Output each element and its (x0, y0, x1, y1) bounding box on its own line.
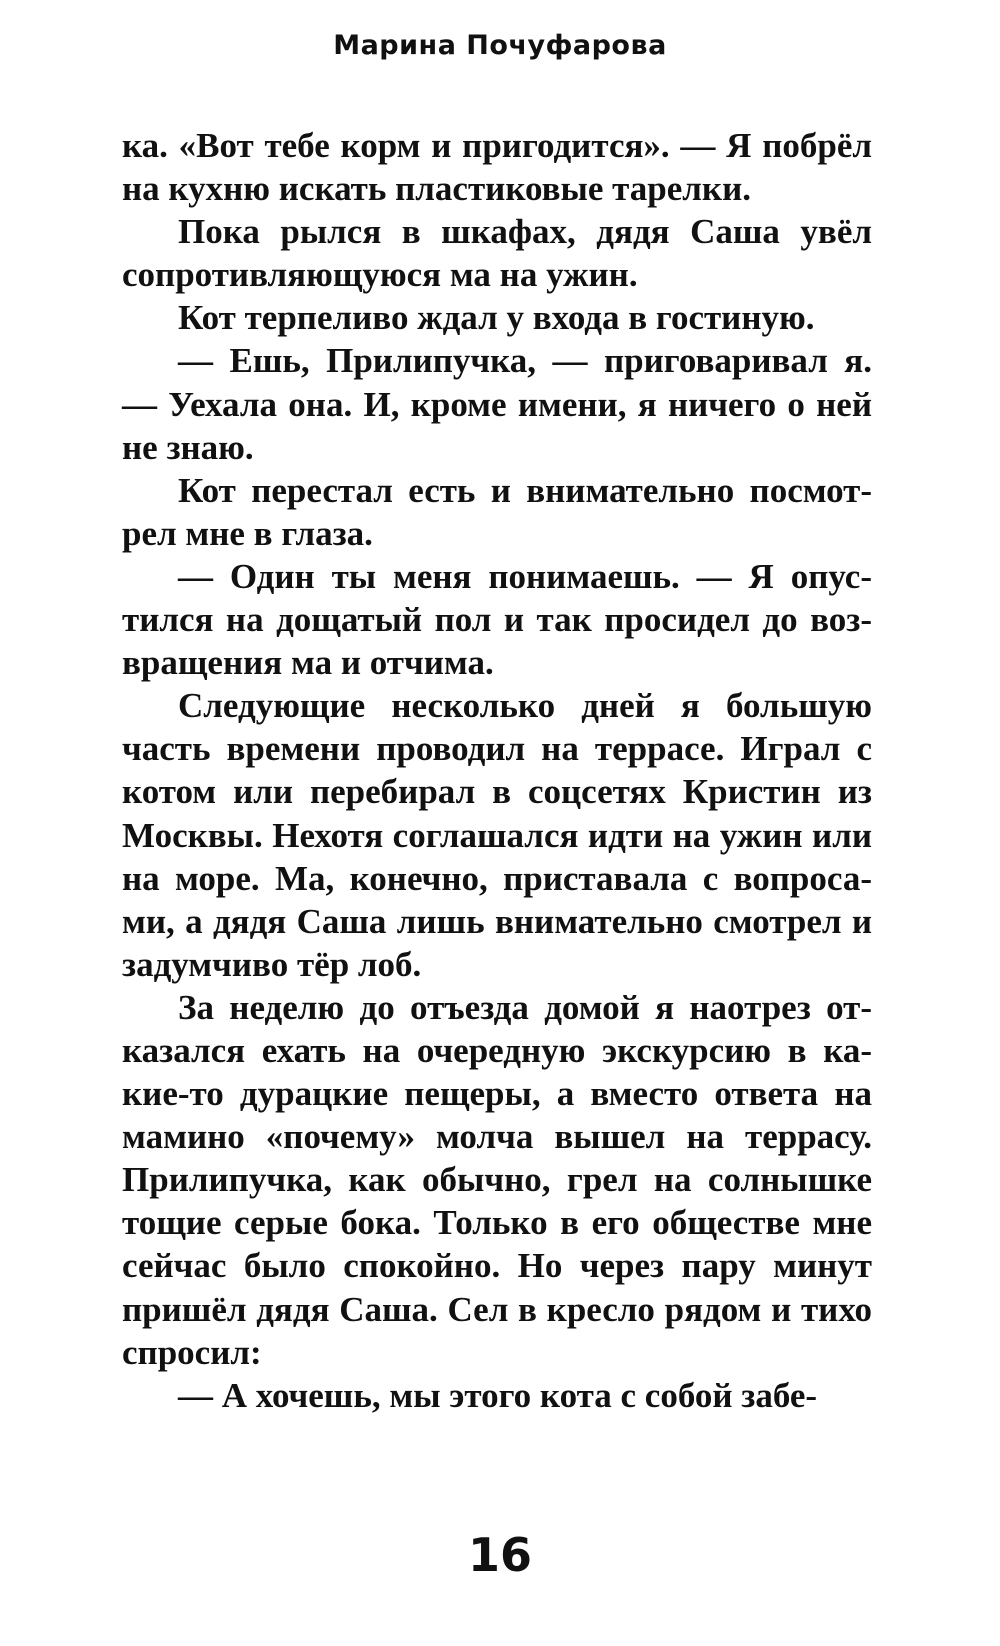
paragraph-1: ка. «Вот тебе корм и пригодится». — Я побрёл на кухню искать пластиковые тарелки. (122, 126, 872, 209)
paragraph-3: Кот терпеливо ждал у входа в гостиную. (178, 298, 815, 338)
paragraph-9: — А хочешь, мы этого кота с собой забе- (178, 1375, 818, 1415)
paragraph-4: — Ешь, Прилипучка, — приговаривал я. — Уехала она. И, кроме имени, я ничего о ней не знаю. (122, 341, 872, 467)
paragraph-6: — Один ты меня понимаешь. — Я опустился на дощатый пол и так просидел до возвращения ма и отчима. (122, 556, 872, 683)
paragraph-5: Кот перестал есть и внимательно посмотрел мне в глаза. (122, 470, 872, 553)
page-number: 16 (467, 1528, 532, 1582)
body-text (122, 124, 872, 1417)
running-header: Марина Почуфарова (333, 30, 667, 61)
paragraph-8: За неделю до отъезда домой я наотрез отказался ехать на очередную экскурсию в какие-то дурацкие пещеры, а вместо ответа на мамино «почему» молча вышел на террасу. Прилипучка, как обычно, грел на солнышке тощие серые бока. Только в его обществе мне сейчас было спокойно. Но через пару минут пришёл дядя Саша. Сел в кресло рядом и тихо спросил: (122, 987, 872, 1372)
paragraph-7: Следующие несколько дней я большую часть времени проводил на террасе. Играл с котом или перебирал в соцсетях Кристин из Москвы. Нехотя соглашался идти на ужин или на море. Ма, конечно, приставала с вопросами, а дядя Саша лишь внимательно смотрел и задумчиво тёр лоб. (122, 686, 872, 984)
paragraph-2: Пока рылся в шкафах, дядя Саша увёл сопротивляющуюся ма на ужин. (122, 212, 872, 295)
